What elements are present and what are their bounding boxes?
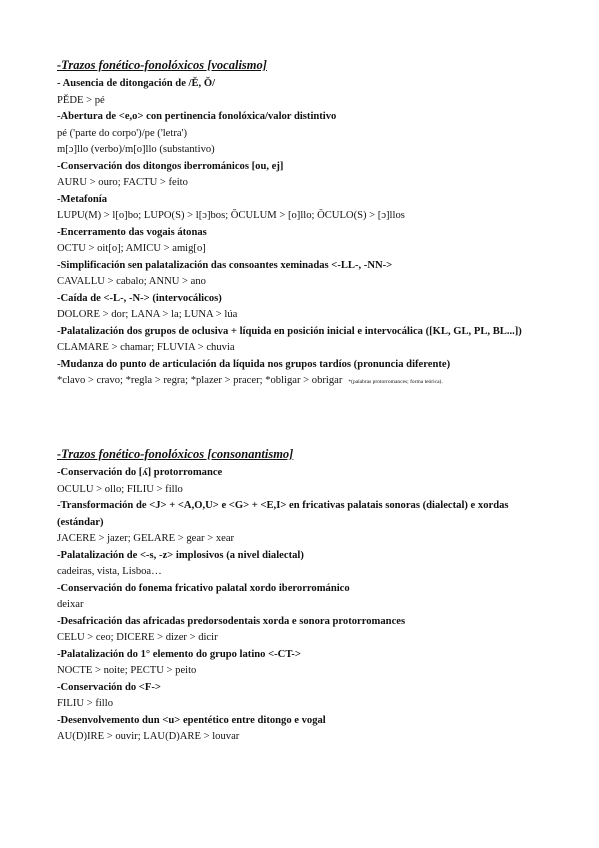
feature-item <box>57 581 549 614</box>
feature-heading: -Transformación de <J> + <A,O,U> e <G> + <E,I> en fricativas palatais sonoras (dialectal) e xordas (estándar) <box>57 500 509 528</box>
example-text: CLAMARE > chamar; FLUVIA > chuvia <box>57 342 235 353</box>
feature-item <box>57 76 549 109</box>
example-line <box>57 564 549 581</box>
example-line <box>57 307 549 324</box>
example-text: LUPU(M) > l[o]bo; LUPO(S) > l[ɔ]bos; ŎCULUM > [o]llo; ŎCULO(S) > [ɔ]llos <box>57 210 405 221</box>
feature-item <box>57 109 549 159</box>
feature-item <box>57 291 549 324</box>
feature-heading: -Simplificación sen palatalización das consoantes xeminadas <-LL-, -NN-> <box>57 259 393 271</box>
feature-item <box>57 192 549 225</box>
example-text: OCTU > oit[o]; AMICU > amig[o] <box>57 243 206 254</box>
feature-item <box>57 159 549 192</box>
feature-heading: -Conservación do [ʎ] protorromance <box>57 467 223 478</box>
feature-item <box>57 713 549 746</box>
example-line <box>57 482 549 499</box>
example-text: cadeiras, vista, Lisboa… <box>57 566 162 577</box>
feature-heading: - Ausencia de ditongación de /Ĕ, Ŏ/ <box>57 78 216 89</box>
feature-item <box>57 614 549 647</box>
feature-heading: -Palatalización de <-s, -z> implosivos (a nivel dialectal) <box>57 549 304 561</box>
section-vocalismo <box>57 57 549 391</box>
example-line <box>57 663 549 680</box>
example-line <box>57 597 549 614</box>
example-line <box>57 340 549 357</box>
feature-heading: -Palatalización do 1° elemento do grupo latino <-CT-> <box>57 648 301 660</box>
example-text: DOLORE > dor; LANA > la; LUNA > lúa <box>57 309 238 320</box>
feature-item <box>57 548 549 581</box>
feature-item <box>57 357 549 391</box>
feature-heading: -Abertura de <e,o> con pertinencia fonolóxica/valor distintivo <box>57 111 337 122</box>
feature-heading: -Palatalización dos grupos de oclusiva + líquida en posición inicial e intervocálica ([KL, GL, PL, BL...]) <box>57 325 522 337</box>
section-title: -Trazos fonético-fonolóxicos [consonantismo] <box>57 447 294 461</box>
feature-item <box>57 225 549 258</box>
feature-item <box>57 324 549 357</box>
example-text: OCULU > ollo; FILIU > fillo <box>57 483 183 495</box>
example-text: JACERE > jazer; GELARE > gear > xear <box>57 533 235 544</box>
example-text: pé ('parte do corpo')/pe ('letra') <box>57 127 187 139</box>
example-text: CELU > ceo; DICERE > dizer > dicir <box>57 632 218 643</box>
footnote: *(palabras protorromances; forma teórica). <box>348 379 443 385</box>
example-line <box>57 274 549 291</box>
example-line <box>57 126 549 143</box>
feature-heading: -Conservación do fonema fricativo palatal xordo iberorrománico <box>57 582 350 594</box>
example-line <box>57 93 549 110</box>
example-text: m[ɔ]llo (verbo)/m[o]llo (substantivo) <box>57 144 215 155</box>
feature-heading: -Caída de <-L-, -N-> (intervocálicos) <box>57 292 222 304</box>
feature-heading: -Metafonía <box>57 193 108 205</box>
example-text: CAVALLU > cabalo; ANNU > ano <box>57 276 206 287</box>
example-line <box>57 531 549 548</box>
example-line <box>57 241 549 258</box>
example-line <box>57 373 549 391</box>
section-consonantismo <box>57 446 549 746</box>
feature-item <box>57 258 549 291</box>
item-list <box>57 76 549 391</box>
feature-item <box>57 647 549 680</box>
feature-item <box>57 498 549 548</box>
example-line <box>57 630 549 647</box>
example-text: NOCTE > noite; PECTU > peito <box>57 665 197 676</box>
example-text: AU(D)IRE > ouvir; LAU(D)ARE > louvar <box>57 731 240 742</box>
example-line <box>57 208 549 225</box>
feature-heading: -Conservación do <F-> <box>57 681 161 693</box>
feature-heading: -Desafricación das africadas predorsodentais xorda e sonora protorromances <box>57 615 406 627</box>
example-text: deixar <box>57 599 84 610</box>
feature-heading: -Mudanza do punto de articulación da líquida nos grupos tardíos (pronuncia diferente) <box>57 358 451 370</box>
feature-heading: -Desenvolvemento dun <u> epentético entre ditongo e vogal <box>57 714 326 726</box>
example-line <box>57 142 549 159</box>
example-text: FILIU > fillo <box>57 698 113 709</box>
example-text: *clavo > cravo; *regla > regra; *plazer > pracer; *obligar > obrigar <box>57 375 343 386</box>
feature-heading: -Encerramento das vogais átonas <box>57 226 207 238</box>
example-line <box>57 175 549 192</box>
example-text: PĔDE > pé <box>57 94 105 106</box>
example-line <box>57 696 549 713</box>
feature-item <box>57 465 549 498</box>
example-line <box>57 729 549 746</box>
example-text: AURU > ouro; FACTU > feito <box>57 177 188 188</box>
section-title: -Trazos fonético-fonolóxicos [vocalismo] <box>57 58 267 72</box>
item-list <box>57 465 549 746</box>
feature-heading: -Conservación dos ditongos iberrománicos [ou, ej] <box>57 160 284 172</box>
feature-item <box>57 680 549 713</box>
